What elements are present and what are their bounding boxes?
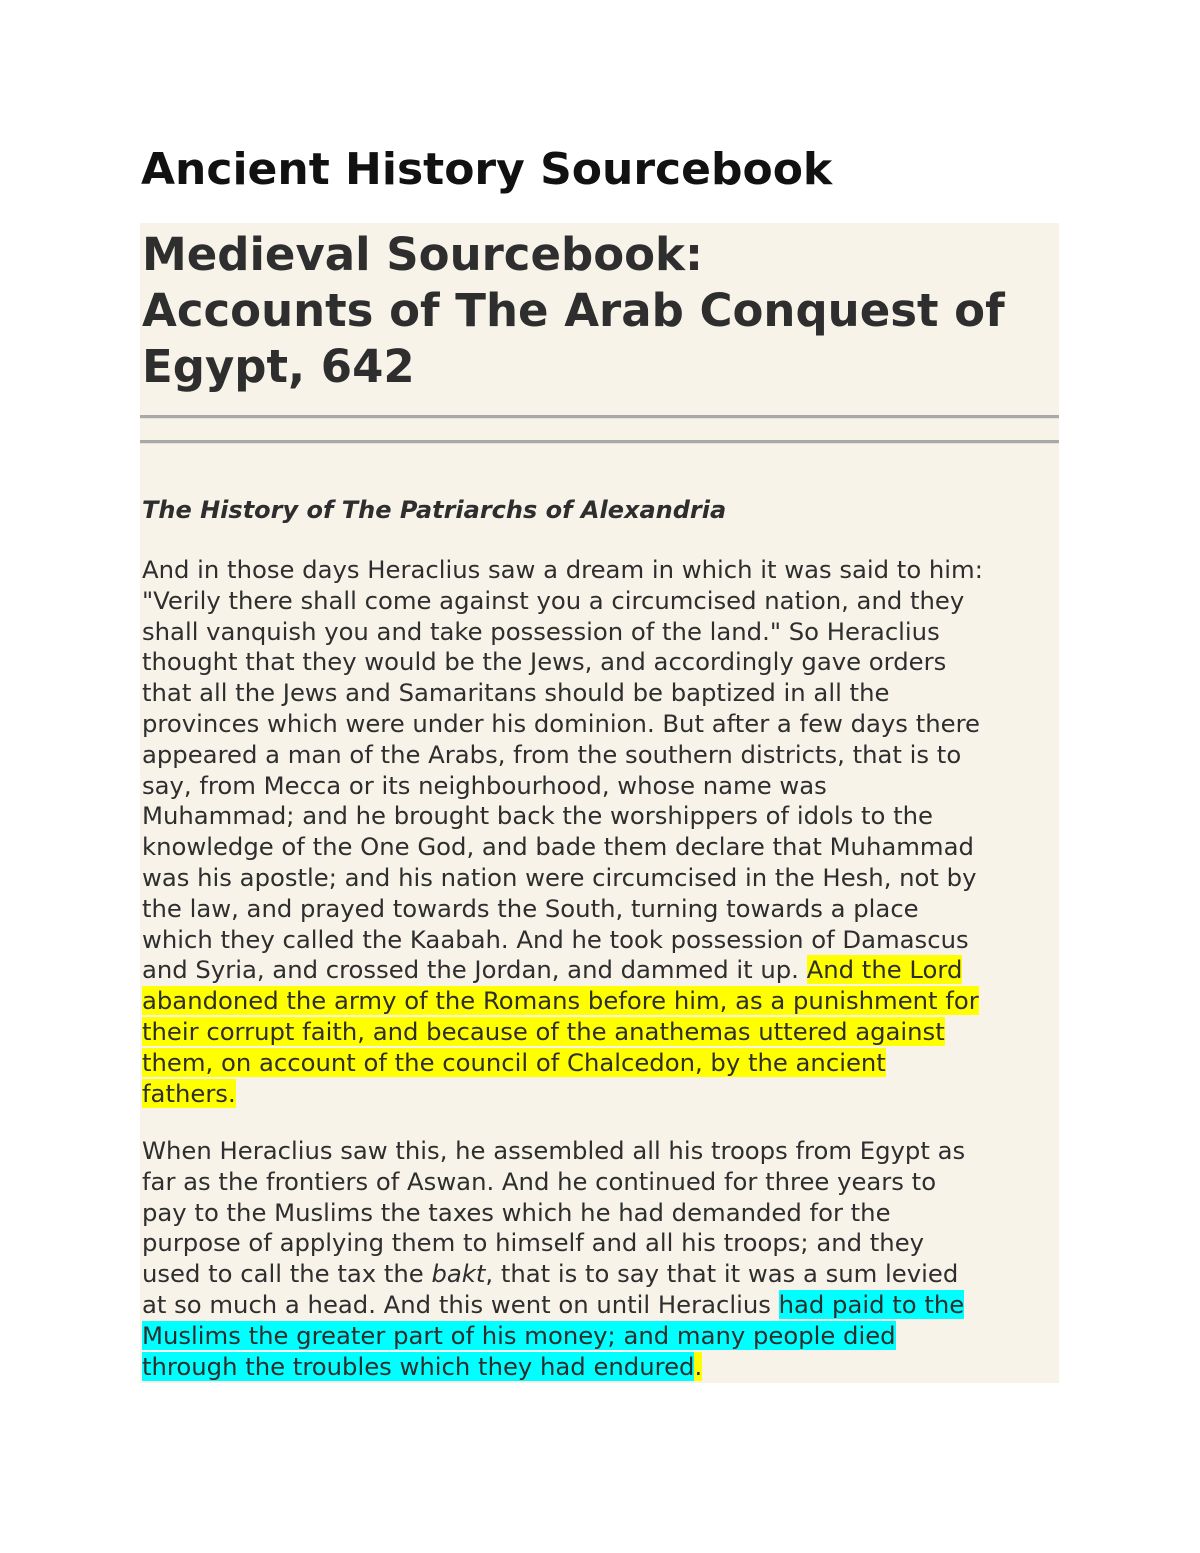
italic-term: bakt	[431, 1259, 486, 1289]
paragraph-1	[142, 555, 1062, 1109]
horizontal-rule	[140, 440, 1059, 444]
text-line: "Verily there shall come against you a circumcised nation, and they	[142, 585, 965, 615]
yellow-highlight: abandoned the army of the Romans before him, as a punishment for	[142, 986, 979, 1016]
cyan-highlight: had paid to the	[778, 1289, 965, 1319]
text-line: pay to the Muslims the taxes which he had demanded for the	[142, 1197, 891, 1227]
text-line	[142, 1352, 1062, 1383]
text-line	[142, 1017, 1062, 1048]
text-line: that all the Jews and Samaritans should be baptized in all the	[142, 678, 890, 708]
document-heading	[142, 227, 1057, 395]
text-line: shall vanquish you and take possession of the land." So Heraclius	[142, 616, 940, 646]
text-line: thought that they would be the Jews, and accordingly gave orders	[142, 647, 947, 677]
yellow-highlight: them, on account of the council of Chalcedon, by the ancient	[142, 1047, 886, 1077]
text-line	[142, 1079, 1062, 1110]
document-heading-line: Egypt, 642	[142, 340, 415, 393]
text-line	[142, 1321, 1062, 1352]
text-line	[142, 955, 1062, 986]
document-heading-line: Medieval Sourcebook:	[142, 228, 703, 281]
document-heading-line: Accounts of The Arab Conquest of	[142, 284, 1005, 337]
page-title: Ancient History Sourcebook	[141, 144, 833, 195]
yellow-highlight: .	[694, 1351, 703, 1381]
text-line: the law, and prayed towards the South, turning towards a place	[142, 893, 919, 923]
content-box	[140, 223, 1059, 1383]
text-line	[142, 1048, 1062, 1079]
text-line	[142, 986, 1062, 1017]
text-line	[142, 1290, 1062, 1321]
yellow-highlight: their corrupt faith, and because of the anathemas uttered against	[142, 1016, 945, 1046]
text-line: was his apostle; and his nation were circumcised in the Hesh, not by	[142, 862, 977, 892]
text-run: , that is to say that it was a sum levied	[485, 1259, 959, 1289]
text-line: And in those days Heraclius saw a dream in which it was said to him:	[142, 555, 983, 584]
yellow-highlight: And the Lord	[806, 955, 963, 985]
horizontal-rule	[140, 415, 1059, 419]
section-title: The History of The Patriarchs of Alexandria	[142, 496, 727, 524]
text-line: provinces which were under his dominion. But after a few days there	[142, 708, 980, 738]
text-line: purpose of applying them to himself and all his troops; and they	[142, 1228, 925, 1258]
text-line: appeared a man of the Arabs, from the southern districts, that is to	[142, 739, 962, 769]
yellow-highlight: fathers.	[142, 1078, 236, 1108]
text-run: used to call the tax the	[142, 1259, 432, 1289]
text-run: at so much a head. And this went on until Heraclius	[142, 1289, 779, 1319]
paragraph-2	[142, 1136, 1062, 1382]
text-line: far as the frontiers of Aswan. And he continued for three years to	[142, 1166, 937, 1196]
text-line: say, from Mecca or its neighbourhood, whose name was	[142, 770, 827, 800]
text-line: knowledge of the One God, and bade them declare that Muhammad	[142, 832, 974, 862]
text-run: and Syria, and crossed the Jordan, and dammed it up.	[142, 955, 807, 985]
text-line	[142, 1259, 1062, 1290]
text-line: When Heraclius saw this, he assembled all his troops from Egypt as	[142, 1136, 966, 1165]
cyan-highlight: through the troubles which they had endured	[142, 1351, 695, 1381]
text-line: Muhammad; and he brought back the worshippers of idols to the	[142, 801, 933, 831]
text-line: which they called the Kaabah. And he took possession of Damascus	[142, 924, 969, 954]
cyan-highlight: Muslims the greater part of his money; and many people died	[142, 1320, 896, 1350]
